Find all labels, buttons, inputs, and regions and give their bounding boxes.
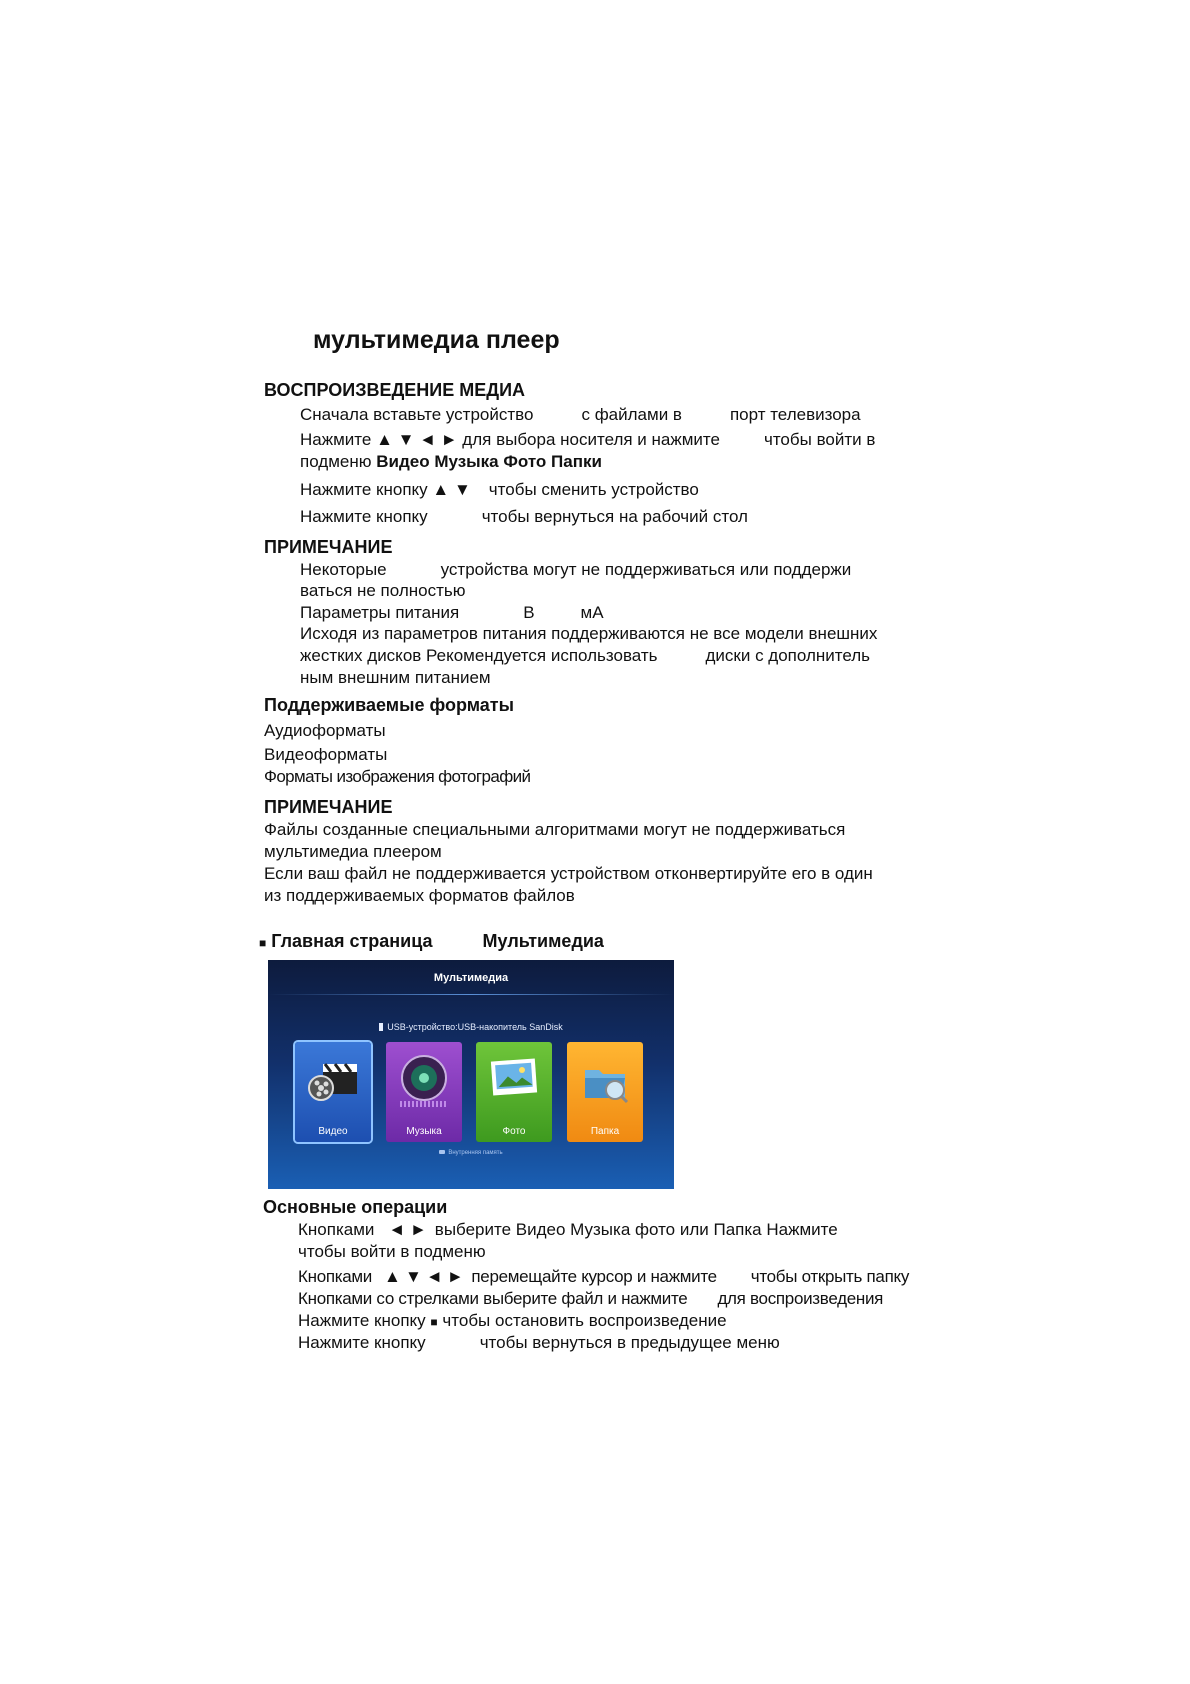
- text: для выбора носителя и нажмите: [462, 430, 720, 449]
- text: Сначала вставьте устройство: [300, 405, 534, 424]
- folder-icon: [577, 1052, 633, 1108]
- home-page-value: Мультимедиа: [482, 931, 604, 951]
- video-formats-label: Видеоформаты: [264, 745, 388, 764]
- paragraph-line: [300, 452, 602, 472]
- paragraph-line: Исходя из параметров питания поддерживаются не все модели внешних: [300, 624, 878, 643]
- divider: [268, 994, 674, 995]
- internal-memory-info: [268, 1150, 674, 1156]
- folder-tile[interactable]: [567, 1042, 643, 1142]
- photo-icon: [486, 1052, 542, 1108]
- submenu-names: Видео Музыка Фото Папки: [376, 452, 602, 471]
- text: Нажмите кнопку: [300, 480, 428, 499]
- stop-icon: ■: [430, 1315, 438, 1329]
- text: Кнопками: [298, 1267, 373, 1286]
- section-heading-media-playback: ВОСПРОИЗВЕДЕНИЕ МЕДИА: [264, 380, 526, 400]
- text: Нажмите кнопку: [300, 507, 428, 526]
- text: Нажмите: [300, 430, 372, 449]
- text: Кнопками: [298, 1220, 375, 1239]
- text: порт телевизора: [729, 405, 861, 424]
- text: В: [523, 603, 535, 622]
- text: Кнопками со стрелками выберите файл и нажмите: [298, 1289, 688, 1308]
- paragraph-line: [300, 646, 870, 666]
- page-title: мультимедиа плеер: [313, 326, 560, 354]
- arrow-keys-icon: ▲ ▼ ◄ ►: [384, 1267, 464, 1286]
- paragraph-line: [298, 1311, 727, 1331]
- memory-icon: [439, 1150, 445, 1154]
- paragraph-line: [300, 430, 875, 450]
- usb-icon: [379, 1023, 383, 1031]
- film-reel-icon: [305, 1052, 361, 1108]
- multimedia-menu-screenshot: [268, 960, 674, 1189]
- text: чтобы открыть папку: [750, 1267, 910, 1286]
- paragraph-line: [300, 405, 861, 425]
- arrow-keys-icon: ◄ ►: [388, 1220, 427, 1239]
- folder-label: Папка: [590, 1126, 620, 1137]
- photo-tile[interactable]: [476, 1042, 552, 1142]
- paragraph-line: [298, 1289, 883, 1309]
- paragraph-line: Файлы созданные специальными алгоритмами могут не поддерживаться: [264, 820, 846, 839]
- video-label: Видео: [318, 1126, 348, 1137]
- music-label: Музыка: [406, 1126, 442, 1137]
- text: чтобы войти в: [763, 430, 876, 449]
- text: Некоторые: [300, 560, 387, 579]
- paragraph-line: чтобы войти в подменю: [298, 1242, 486, 1261]
- text: для воспроизведения: [717, 1289, 884, 1308]
- text: Параметры питания: [300, 603, 460, 622]
- home-page-label: Главная страница: [271, 931, 433, 951]
- text: жестких дисков Рекомендуется использовать: [300, 646, 658, 665]
- paragraph-line: ваться не полностью: [300, 581, 466, 600]
- paragraph-line: ным внешним питанием: [300, 668, 491, 687]
- menu-title: Мультимедиа: [433, 972, 509, 984]
- memory-label: Внутренняя память: [448, 1150, 503, 1156]
- music-disc-icon: [396, 1052, 452, 1108]
- paragraph-line: [298, 1220, 838, 1240]
- text: чтобы вернуться в предыдущее меню: [479, 1333, 780, 1352]
- text: устройства могут не поддерживаться или поддержи: [440, 560, 852, 579]
- text: мА: [580, 603, 604, 622]
- note-heading: ПРИМЕЧАНИЕ: [264, 537, 393, 557]
- formats-heading: Поддерживаемые форматы: [264, 695, 514, 715]
- paragraph-line: [298, 1333, 780, 1353]
- music-tile[interactable]: [386, 1042, 462, 1142]
- text: перемещайте курсор и нажмите: [471, 1267, 717, 1286]
- video-tile[interactable]: [295, 1042, 371, 1142]
- paragraph-line: Если ваш файл не поддерживается устройством отконвертируйте его в один: [264, 864, 873, 883]
- text: Нажмите кнопку: [298, 1311, 426, 1330]
- note-heading: ПРИМЕЧАНИЕ: [264, 797, 393, 817]
- text: диски с дополнитель: [705, 646, 871, 665]
- text: Нажмите кнопку: [298, 1333, 426, 1352]
- image-formats-label: Форматы изображения фотографий: [264, 767, 531, 786]
- arrow-keys-icon: ▲ ▼ ◄ ►: [376, 430, 458, 449]
- text: выберите Видео Музыка фото или Папка Нажмите: [434, 1220, 838, 1239]
- operations-heading: Основные операции: [263, 1197, 448, 1217]
- text: чтобы вернуться на рабочий стол: [481, 507, 748, 526]
- text: чтобы остановить воспроизведение: [442, 1311, 727, 1330]
- paragraph-line: [300, 480, 699, 500]
- paragraph-line: [298, 1267, 909, 1287]
- device-info: [268, 1022, 674, 1032]
- paragraph-line: [300, 560, 851, 580]
- audio-formats-label: Аудиоформаты: [264, 721, 386, 740]
- paragraph-line: из поддерживаемых форматов файлов: [264, 886, 575, 905]
- arrow-keys-icon: ▲ ▼: [432, 480, 471, 499]
- text: с файлами в: [581, 405, 682, 424]
- photo-label: Фото: [502, 1126, 526, 1137]
- paragraph-line: [300, 507, 748, 527]
- paragraph-line: [300, 603, 604, 623]
- device-label: USB-устройство:USB-накопитель SanDisk: [387, 1022, 563, 1032]
- text: чтобы сменить устройство: [488, 480, 699, 499]
- text: подменю: [300, 452, 372, 471]
- paragraph-line: мультимедиа плеером: [264, 842, 442, 861]
- bullet-icon: ■: [259, 936, 267, 950]
- home-page-line: [259, 931, 604, 952]
